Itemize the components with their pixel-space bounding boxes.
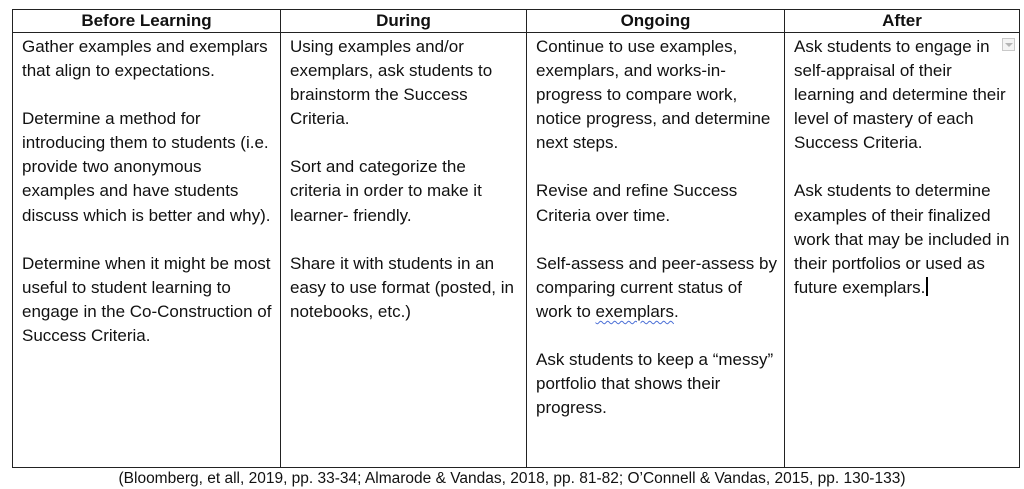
- table: [12, 9, 1020, 468]
- paragraph: Gather examples and exemplars that align to expectations.: [22, 37, 268, 81]
- paragraph: Revise and refine Success Criteria over time.: [536, 181, 738, 225]
- success-criteria-table: [12, 9, 1019, 468]
- cell-during[interactable]: [281, 33, 527, 468]
- paragraph-text: Ask students to determine examples of their finalized work that may be included in their portfolios or used as future exemplars.: [794, 181, 1010, 297]
- paragraph-text: Self-assess and peer-assess by comparing current status of work to: [536, 253, 777, 321]
- cell-before-learning[interactable]: [13, 33, 281, 468]
- spellcheck-underlined-word[interactable]: exemplars: [595, 301, 674, 321]
- citation: (Bloomberg, et all, 2019, pp. 33-34; Almarode & Vandas, 2018, pp. 81-82; O’Connell & Vandas, 2015, pp. 130-133): [118, 470, 906, 487]
- paragraph: Determine a method for introducing them to students (i.e. provide two anonymous examples and have students discuss which is better and why).: [22, 109, 271, 225]
- paragraph-suffix: .: [673, 301, 679, 321]
- chevron-down-icon[interactable]: [1002, 38, 1015, 51]
- paragraph-self-assess: [536, 252, 778, 324]
- header-after[interactable]: After: [785, 10, 1020, 33]
- paragraph: Ask students to engage in self-appraisal of their learning and determine their level of mastery of each Success Criteria.: [794, 37, 1006, 153]
- paragraph: Using examples and/or exemplars, ask students to brainstorm the Success Criteria.: [290, 37, 493, 129]
- cell-ongoing[interactable]: [527, 33, 785, 468]
- paragraph: Continue to use examples, exemplars, and works-in-progress to compare work, notice progress, and determine next steps.: [536, 37, 771, 153]
- paragraph: Determine when it might be most useful to student learning to engage in the Co-Construction of Success Criteria.: [22, 253, 272, 345]
- header-during[interactable]: During: [281, 10, 527, 33]
- header-row: [13, 10, 1020, 33]
- header-before-learning[interactable]: Before Learning: [13, 10, 281, 33]
- cell-after[interactable]: [785, 33, 1020, 468]
- paragraph: Share it with students in an easy to use format (posted, in notebooks, etc.): [290, 253, 514, 321]
- paragraph: [794, 179, 1013, 299]
- paragraph: Ask students to keep a “messy” portfolio that shows their progress.: [536, 349, 774, 418]
- header-ongoing[interactable]: Ongoing: [527, 10, 785, 33]
- paragraph: Sort and categorize the criteria in order to make it learner- friendly.: [290, 157, 482, 225]
- text-cursor: [926, 277, 928, 296]
- body-row: [13, 33, 1020, 468]
